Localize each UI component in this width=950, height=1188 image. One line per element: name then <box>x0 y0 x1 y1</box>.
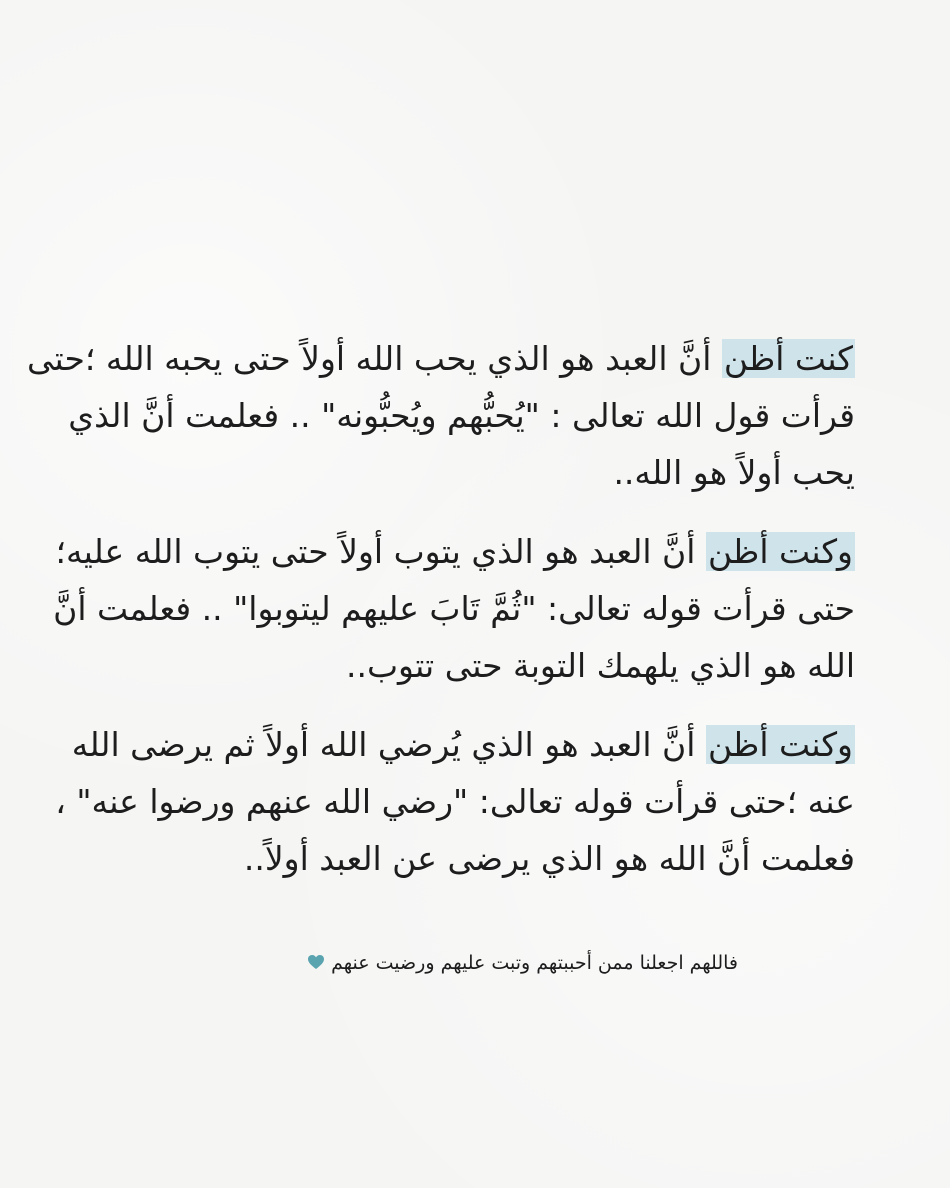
text-line <box>26 330 855 387</box>
line-text: حتى قرأت قوله تعالى: "ثُمَّ تَابَ عليهم ليتوبوا" .. فعلمت أنَّ <box>53 589 855 628</box>
quote-text <box>26 330 855 909</box>
line-text: قرأت قول الله تعالى : "يُحبُّهم ويُحبُّونه" .. فعلمت أنَّ الذي <box>68 396 855 435</box>
heart-icon <box>307 949 325 979</box>
line-text: أنَّ العبد هو الذي يحب الله أولاً حتى يحبه الله ؛حتى <box>26 339 722 378</box>
text-line <box>55 773 855 830</box>
paragraph-1 <box>26 330 855 501</box>
line-text: أنَّ العبد هو الذي يتوب أولاً حتى يتوب الله عليه؛ <box>55 532 706 571</box>
text-line <box>95 830 855 887</box>
highlighted-phrase: وكنت أظن <box>707 725 853 764</box>
line-text: عنه ؛حتى قرأت قوله تعالى: "رضي الله عنهم ورضوا عنه" ، <box>55 782 855 821</box>
text-line <box>53 580 855 637</box>
text-line <box>55 523 855 580</box>
paragraph-3 <box>55 716 855 887</box>
line-text: فعلمت أنَّ الله هو الذي يرضى عن العبد أولاً.. <box>243 839 855 878</box>
text-line <box>95 444 855 501</box>
paragraph-2 <box>53 523 855 694</box>
line-text: الله هو الذي يلهمك التوبة حتى تتوب.. <box>345 646 855 685</box>
line-text: أنَّ العبد هو الذي يُرضي الله أولاً ثم يرضى الله <box>71 725 706 764</box>
text-line <box>71 716 855 773</box>
line-text: يحب أولاً هو الله.. <box>613 453 855 492</box>
prayer-text: فاللهم اجعلنا ممن أحببتهم وتبت عليهم ورضيت عنهم <box>331 952 738 974</box>
highlighted-phrase: وكنت أظن <box>707 532 853 571</box>
highlighted-phrase: كنت أظن <box>723 339 853 378</box>
text-line <box>95 637 855 694</box>
prayer-line <box>95 948 738 979</box>
text-line <box>68 387 855 444</box>
